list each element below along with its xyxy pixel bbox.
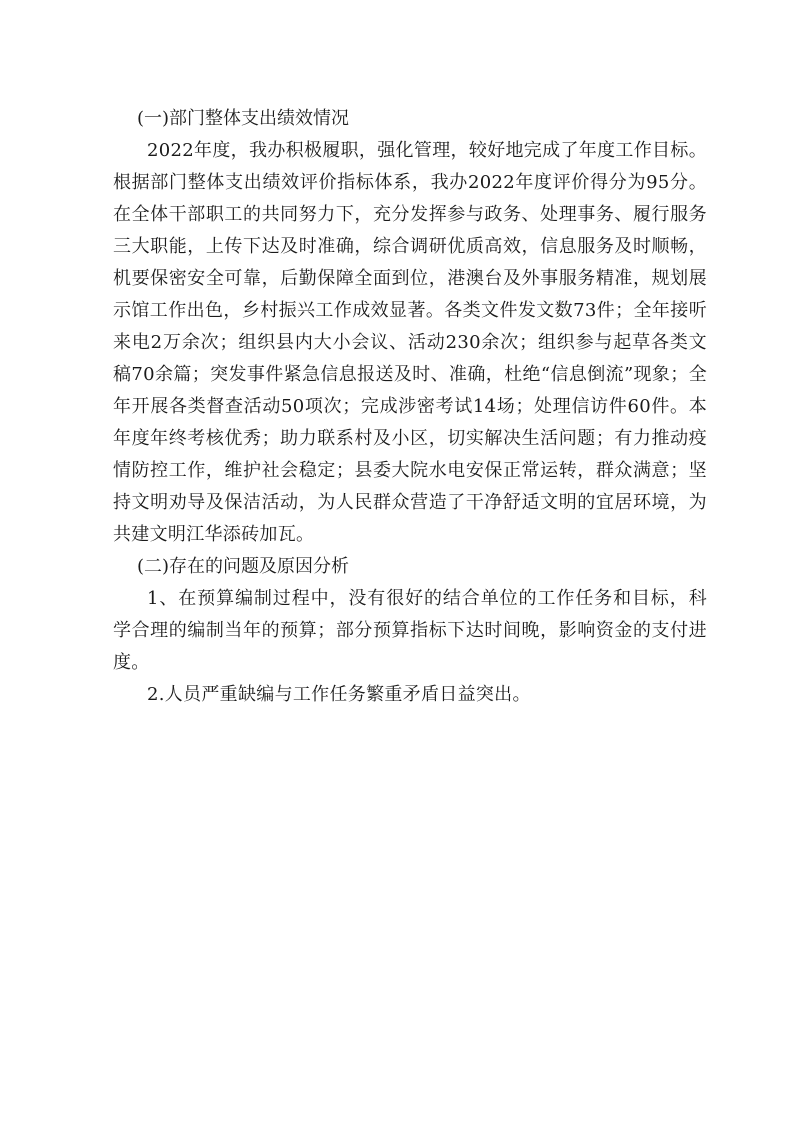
problem-item-1: 1、在预算编制过程中，没有很好的结合单位的工作任务和目标，科学合理的编制当年的预算；部分预算指标下达时间晚，影响资金的支付进度。 xyxy=(113,588,707,673)
section-heading-performance: (一)部门整体支出绩效情况 xyxy=(137,108,350,129)
performance-paragraph: 2022年度，我办积极履职，强化管理，较好地完成了年度工作目标。根据部门整体支出绩效评价指标体系，我办2022年度评价得分为95分。在全体干部职工的共同努力下，充分发挥参与政务、处理事务、履行服务三大职能，上传下达及时准确，综合调研优质高效，信息服务及时顺畅，机要保密安全可靠，后勤保障全面到位，港澳台及外事服务精准，规划展示馆工作出色，乡村振兴工作成效显著。各类文件发文数73件；全年接听来电2万余次；组织县内大小会议、活动230余次；组织参与起草各类文稿70余篇；突发事件紧急信息报送及时、准确，杜绝“信息倒流”现象；全年开展各类督查活动50项次；完成涉密考试14场；处理信访件60件。本年度年终考核优秀；助力联系村及小区，切实解决生活问题；有力推动疫情防控工作，维护社会稳定；县委大院水电安保正常运转，群众满意；坚持文明劝导及保洁活动，为人民群众营造了干净舒适文明的宜居环境，为共建文明江华添砖加瓦。 xyxy=(113,140,707,545)
document-content xyxy=(113,103,707,711)
section-heading-problems: (二)存在的问题及原因分析 xyxy=(137,556,350,577)
problem-item-2: 2.人员严重缺编与工作任务繁重矛盾日益突出。 xyxy=(147,684,531,705)
